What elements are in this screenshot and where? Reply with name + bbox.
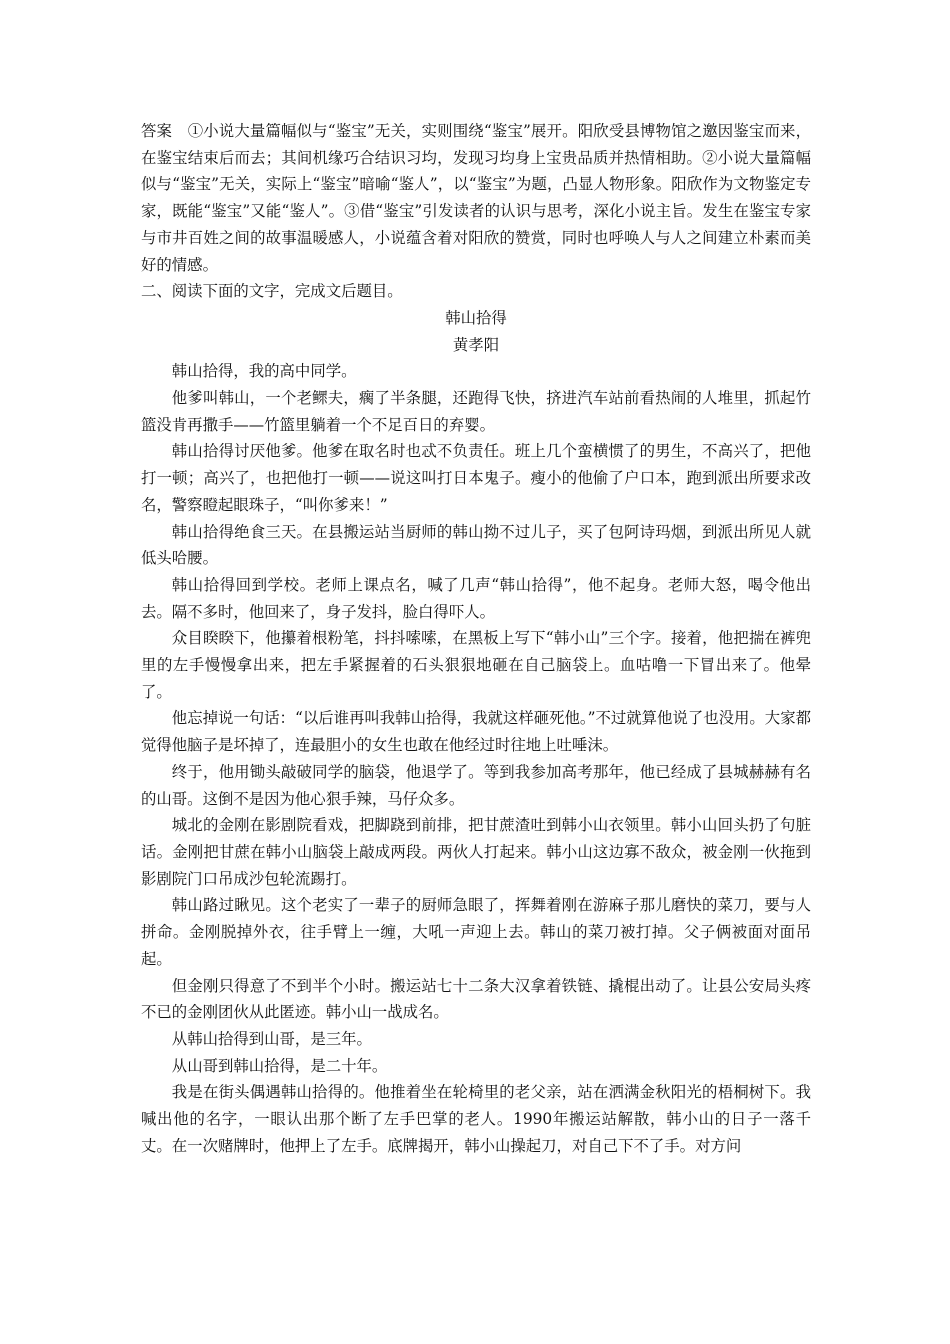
story-paragraph: 韩山拾得回到学校。老师上课点名，喊了几声“韩山拾得”，他不起身。老师大怒，喝令他出去。隔不多时，他回来了，身子发抖，脸白得吓人。 bbox=[141, 575, 811, 621]
story-paragraph: 我是在街头偶遇韩山拾得的。他推着坐在轮椅里的老父亲，站在洒满金秋阳光的梧桐树下。我喊出他的名字，一眼认出那个断了左手巴掌的老人。1990年搬运站解散，韩小山的日子一落千丈。在一次赌牌时，他押上了左手。底牌揭开，韩小山操起刀，对自己下不了手。对方问 bbox=[141, 1083, 811, 1155]
answer-paragraph bbox=[141, 118, 811, 278]
answer-text: ①小说大量篇幅似与“鉴宝”无关，实则围绕“鉴宝”展开。阳欣受县博物馆之邀因鉴宝而来，在鉴宝结束后而去；其间机缘巧合结识习均，发现习均身上宝贵品质并热情相助。②小说大量篇幅似与“鉴宝”无关，实际上“鉴宝”暗喻“鉴人”，以“鉴宝”为题，凸显人物形象。阳欣作为文物鉴定专家，既能“鉴宝”又能“鉴人”。③借“鉴宝”引发读者的认识与思考，深化小说主旨。发生在鉴宝专家与市井百姓之间的故事温暖感人，小说蕴含着对阳欣的赞赏，同时也呼唤人与人之间建立朴素而美好的情感。 bbox=[141, 122, 811, 274]
answer-label: 答案 bbox=[141, 122, 173, 140]
story-paragraph: 韩山路过瞅见。这个老实了一辈子的厨师急眼了，挥舞着刚在游麻子那儿磨快的菜刀，要与人拼命。金刚脱掉外衣，往手臂上一缠，大吼一声迎上去。韩山的菜刀被打掉。父子俩被面对面吊起。 bbox=[141, 896, 811, 968]
story-paragraph: 但金刚只得意了不到半个小时。搬运站七十二条大汉拿着铁链、撬棍出动了。让县公安局头疼不已的金刚团伙从此匿迹。韩小山一战成名。 bbox=[141, 976, 811, 1022]
story-paragraph: 城北的金刚在影剧院看戏，把脚跷到前排，把甘蔗渣吐到韩小山衣领里。韩小山回头扔了句脏话。金刚把甘蔗在韩小山脑袋上敲成两段。两伙人打起来。韩小山这边寡不敌众，被金刚一伙拖到影剧院门口吊成沙包轮流踢打。 bbox=[141, 816, 811, 888]
story-paragraph: 终于，他用锄头敲破同学的脑袋，他退学了。等到我参加高考那年，他已经成了县城赫赫有名的山哥。这倒不是因为他心狠手辣，马仔众多。 bbox=[141, 762, 811, 808]
story-paragraph: 他忘掉说一句话：“以后谁再叫我韩山拾得，我就这样砸死他。”不过就算他说了也没用。大家都觉得他脑子是坏掉了，连最胆小的女生也敢在他经过时往地上吐唾沫。 bbox=[141, 709, 811, 755]
document-page bbox=[141, 118, 811, 1159]
story-author: 黄孝阳 bbox=[452, 335, 500, 354]
story-paragraph: 从韩山拾得到山哥，是三年。 bbox=[171, 1029, 372, 1048]
story-paragraph: 从山哥到韩山拾得，是二十年。 bbox=[171, 1056, 388, 1075]
story-paragraph: 众目睽睽下，他攥着根粉笔，抖抖嗦嗦，在黑板上写下“韩小山”三个字。接着，他把揣在裤兜里的左手慢慢拿出来，把左手紧握着的石头狠狠地砸在自己脑袋上。血咕噜一下冒出来了。他晕了。 bbox=[141, 629, 811, 701]
story-paragraph: 韩山拾得，我的高中同学。 bbox=[171, 362, 357, 381]
story-title: 韩山拾得 bbox=[445, 308, 507, 327]
story-paragraph: 他爹叫韩山，一个老鳏夫，瘸了半条腿，还跑得飞快，挤进汽车站前看热闹的人堆里，抓起竹篮没肯再撒手——竹篮里躺着一个不足百日的弃婴。 bbox=[141, 389, 811, 434]
answer-gap bbox=[172, 122, 188, 140]
section-heading: 二、阅读下面的文字，完成文后题目。 bbox=[141, 282, 403, 301]
story-paragraph: 韩山拾得讨厌他爹。他爹在取名时也忒不负责任。班上几个蛮横惯了的男生，不高兴了，把他打一顿；高兴了，也把他打一顿——说这叫打日本鬼子。瘦小的他偷了户口本，跑到派出所要求改名，警察瞪起眼珠子，“叫你爹来！” bbox=[141, 442, 811, 514]
story-paragraph: 韩山拾得绝食三天。在县搬运站当厨师的韩山拗不过儿子，买了包阿诗玛烟，到派出所见人就低头哈腰。 bbox=[141, 522, 811, 568]
